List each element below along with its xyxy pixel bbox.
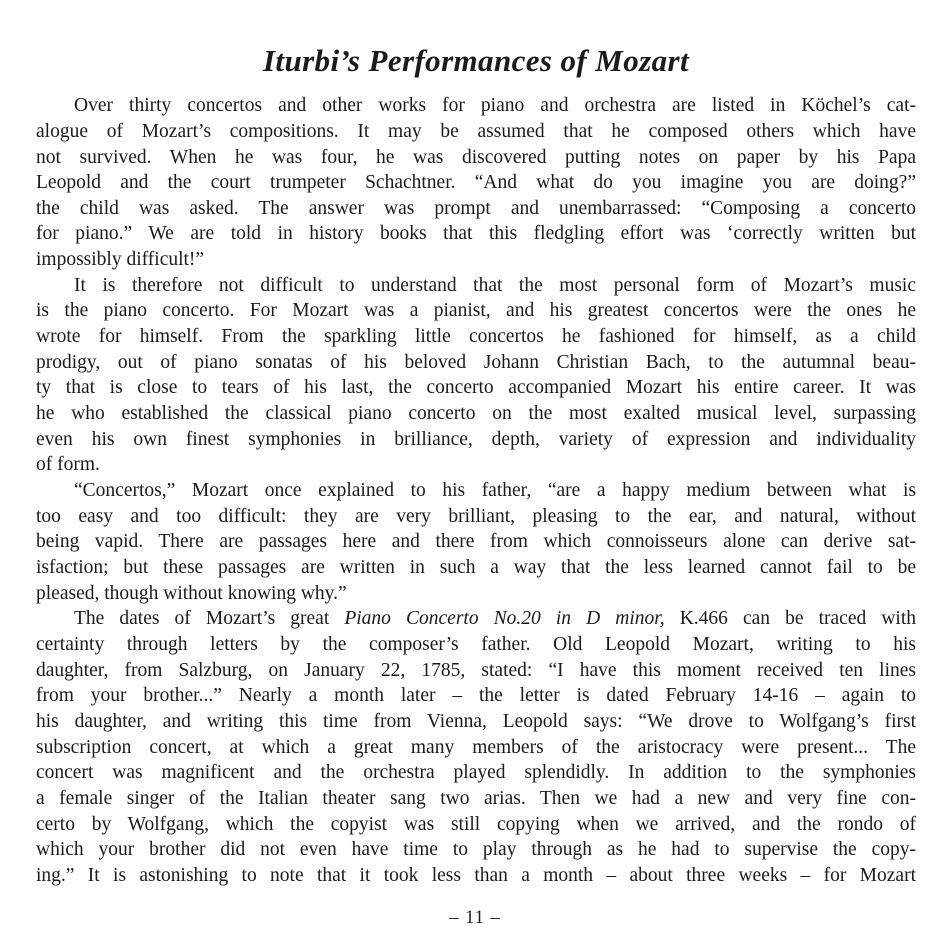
text-line: prodigy, out of piano sonatas of his beloved Johann Christian Bach, to the autumnal beau- bbox=[36, 351, 916, 373]
text-line: “Concertos,” Mozart once explained to his father, “are a happy medium between what is bbox=[74, 480, 916, 502]
page-number: – 11 – bbox=[449, 908, 501, 928]
paragraph bbox=[36, 478, 916, 606]
text-line: concert was magnificent and the orchestra played splendidly. In addition to the symphonies bbox=[36, 762, 916, 784]
text-line: of form. bbox=[36, 454, 100, 476]
text-line: Over thirty concertos and other works for piano and orchestra are listed in Köchel’s cat- bbox=[74, 95, 916, 117]
text-line: his daughter, and writing this time from Vienna, Leopold says: “We drove to Wolfgang’s first bbox=[36, 710, 916, 732]
text-line: pleased, though without knowing why.” bbox=[36, 582, 347, 604]
text-line: even his own finest symphonies in brilliance, depth, variety of expression and individuality bbox=[36, 428, 916, 450]
text-line: is the piano concerto. For Mozart was a pianist, and his greatest concertos were the ones he bbox=[36, 300, 916, 322]
paragraph bbox=[36, 606, 916, 888]
text-line: isfaction; but these passages are written in such a way that the less learned cannot fail to be bbox=[36, 557, 916, 578]
text-line: It is therefore not difficult to understand that the most personal form of Mozart’s music bbox=[74, 274, 916, 296]
text-line: alogue of Mozart’s compositions. It may be assumed that he composed others which have bbox=[36, 120, 916, 142]
text-line: wrote for himself. From the sparkling little concertos he fashioned for himself, as a child bbox=[36, 326, 916, 348]
text-line: ty that is close to tears of his last, the concerto accompanied Mozart his entire career. It was bbox=[36, 377, 916, 399]
text-line: Leopold and the court trumpeter Schachtner. “And what do you imagine you are doing?” bbox=[36, 172, 916, 194]
text-line: the child was asked. The answer was prompt and unembarrassed: “Composing a concerto bbox=[36, 197, 916, 219]
paragraph bbox=[36, 93, 916, 273]
text-line: daughter, from Salzburg, on January 22, 1785, stated: “I have this moment received ten lines bbox=[36, 659, 916, 681]
text-line: too easy and too difficult: they are very brilliant, pleasing to the ear, and natural, without bbox=[36, 505, 916, 527]
text-line: certainty through letters by the composer’s father. Old Leopold Mozart, writing to his bbox=[36, 633, 916, 655]
body-text bbox=[36, 93, 916, 888]
page-title: Iturbi’s Performances of Mozart bbox=[262, 43, 690, 78]
text-line: which your brother did not even have time to play through as he had to supervise the copy- bbox=[36, 839, 916, 861]
text-line: not survived. When he was four, he was discovered putting notes on paper by his Papa bbox=[36, 146, 916, 168]
text-line: subscription concert, at which a great many members of the aristocracy were present... The bbox=[36, 736, 916, 758]
text-line: The dates of Mozart’s great Piano Concerto No.20 in D minor, K.466 can be traced with bbox=[74, 608, 916, 630]
italic-work-title: Piano Concerto No.20 in D minor, bbox=[344, 608, 665, 630]
text-line: certo by Wolfgang, which the copyist was still copying when we arrived, and the rondo of bbox=[36, 813, 916, 835]
text-line: being vapid. There are passages here and there from which connoisseurs alone can derive sat- bbox=[36, 531, 916, 553]
text-line: impossibly difficult!” bbox=[36, 249, 205, 271]
paragraph bbox=[36, 273, 916, 478]
text-line: he who established the classical piano concerto on the most exalted musical level, surpassing bbox=[36, 403, 916, 425]
text-line: from your brother...” Nearly a month later – the letter is dated February 14-16 – again to bbox=[36, 685, 916, 707]
text-line: ing.” It is astonishing to note that it took less than a month – about three weeks – for Mozart bbox=[36, 864, 916, 886]
text-line: for piano.” We are told in history books that this fledgling effort was ‘correctly written but bbox=[36, 223, 916, 245]
text-line: a female singer of the Italian theater sang two arias. Then we had a new and very fine con- bbox=[36, 787, 916, 809]
